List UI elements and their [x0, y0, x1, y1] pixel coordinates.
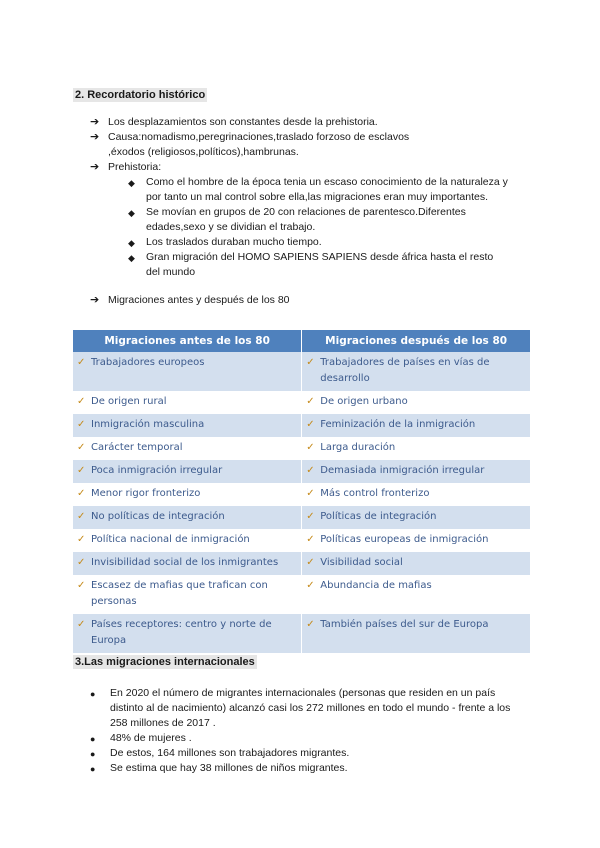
- checkmark-icon: ✓: [306, 488, 315, 499]
- table-cell: No políticas de integración: [91, 511, 225, 522]
- checkmark-icon: ✓: [306, 511, 315, 522]
- list-item: ● 48% de mujeres .: [90, 731, 530, 747]
- checkmark-icon: ✓: [306, 557, 315, 568]
- round-bullet-icon: ●: [90, 689, 96, 699]
- sub-list-item: ◆ Gran migración del HOMO SAPIENS SAPIENS desde áfrica hasta el resto del mundo: [128, 251, 494, 278]
- checkmark-icon: ✓: [77, 534, 86, 545]
- checkmark-icon: ✓: [77, 357, 86, 368]
- arrow-right-icon: ➔: [90, 161, 100, 173]
- table-cell: Políticas de integración: [320, 511, 437, 522]
- checkmark-icon: ✓: [77, 619, 86, 630]
- table-cell: Invisibilidad social de los inmigrantes: [91, 557, 279, 568]
- checkmark-icon: ✓: [306, 357, 315, 368]
- table-cell: Inmigración masculina: [91, 419, 205, 430]
- list-item: ➔ Migraciones antes y después de los 80: [90, 294, 290, 306]
- diamond-bullet-icon: ◆: [128, 253, 135, 263]
- diamond-bullet-icon: ◆: [128, 178, 135, 188]
- checkmark-icon: ✓: [306, 419, 315, 430]
- checkmark-icon: ✓: [306, 396, 315, 407]
- section-2-title: 2. Recordatorio histórico: [75, 89, 206, 101]
- checkmark-icon: ✓: [306, 442, 315, 453]
- table-cell: Menor rigor fronterizo: [91, 488, 201, 499]
- table-cell: Abundancia de mafias: [320, 580, 432, 591]
- checkmark-icon: ✓: [77, 396, 86, 407]
- checkmark-icon: ✓: [77, 419, 86, 430]
- round-bullet-icon: ●: [90, 764, 96, 774]
- checkmark-icon: ✓: [77, 580, 86, 591]
- checkmark-icon: ✓: [77, 442, 86, 453]
- table-row: [73, 552, 531, 575]
- list-item: ● De estos, 164 millones son trabajadores migrantes.: [90, 746, 530, 762]
- sub-list-item: ◆ Los traslados duraban mucho tiempo.: [128, 235, 511, 251]
- sub-list-item: ◆ Como el hombre de la época tenia un escaso conocimiento de la naturaleza y por tanto un mal control sobre ella,las migraciones eran muy importantes.: [128, 176, 508, 203]
- checkmark-icon: ✓: [77, 511, 86, 522]
- arrow-right-icon: ➔: [90, 116, 100, 128]
- table-cell: Carácter temporal: [91, 442, 183, 453]
- table-header-before: Migraciones antes de los 80: [73, 330, 302, 352]
- round-bullet-icon: ●: [90, 734, 96, 744]
- table-row: [73, 483, 531, 506]
- table-row: [73, 352, 531, 391]
- checkmark-icon: ✓: [77, 557, 86, 568]
- section-3-title: 3.Las migraciones internacionales: [75, 656, 255, 668]
- table-cell: Trabajadores europeos: [91, 357, 205, 368]
- checkmark-icon: ✓: [77, 488, 86, 499]
- migrations-comparison-table: [73, 330, 531, 653]
- table-row: [73, 460, 531, 483]
- table-row: [73, 575, 531, 614]
- table-cell: Más control fronterizo: [320, 488, 430, 499]
- sub-list-item: ◆ Se movían en grupos de 20 con relaciones de parentesco.Diferentes edades,sexo y se dividian el trabajo.: [128, 206, 466, 233]
- table-cell: De origen rural: [91, 396, 167, 407]
- table-row: [73, 414, 531, 437]
- table-cell: Visibilidad social: [320, 557, 403, 568]
- list-item: ● Se estima que hay 38 millones de niños migrantes.: [90, 761, 530, 777]
- table-row: [73, 506, 531, 529]
- checkmark-icon: ✓: [306, 465, 315, 476]
- table-row: [73, 391, 531, 414]
- table-row: [73, 437, 531, 460]
- checkmark-icon: ✓: [306, 534, 315, 545]
- table-cell: Trabajadores de países en vías de desarrollo: [320, 357, 490, 384]
- diamond-bullet-icon: ◆: [128, 208, 135, 218]
- list-item: ➔ Prehistoria:: [90, 161, 162, 173]
- table-cell: Política nacional de inmigración: [91, 534, 250, 545]
- arrow-right-icon: ➔: [90, 294, 100, 306]
- list-item: ➔ Causa:nomadismo,peregrinaciones,traslado forzoso de esclavos ,éxodos (religiosos,políticos),hambrunas.: [90, 131, 410, 158]
- table-header-after: Migraciones después de los 80: [302, 330, 531, 352]
- table-cell: Escasez de mafias que trafican con personas: [91, 580, 268, 607]
- table-cell: Poca inmigración irregular: [91, 465, 223, 476]
- diamond-bullet-icon: ◆: [128, 238, 135, 248]
- table-cell: Feminización de la inmigración: [320, 419, 476, 430]
- list-item: ➔ Los desplazamientos son constantes desde la prehistoria.: [90, 116, 378, 128]
- table-cell: Demasiada inmigración irregular: [320, 465, 485, 476]
- table-cell: Países receptores: centro y norte de Europa: [91, 619, 272, 646]
- table-cell: También países del sur de Europa: [320, 619, 489, 630]
- table-cell: De origen urbano: [320, 396, 408, 407]
- table-cell: Políticas europeas de inmigración: [320, 534, 489, 545]
- checkmark-icon: ✓: [306, 619, 315, 630]
- list-item: ● En 2020 el número de migrantes internacionales (personas que residen en un país distinto al de nacimiento) alcanzó casi los 272 millones en todo el mundo - frente a los 258 millones de 2017 .: [90, 687, 511, 729]
- table-row: [73, 529, 531, 552]
- checkmark-icon: ✓: [77, 465, 86, 476]
- round-bullet-icon: ●: [90, 749, 96, 759]
- arrow-right-icon: ➔: [90, 131, 100, 143]
- checkmark-icon: ✓: [306, 580, 315, 591]
- table-cell: Larga duración: [320, 442, 396, 453]
- table-row: [73, 614, 531, 653]
